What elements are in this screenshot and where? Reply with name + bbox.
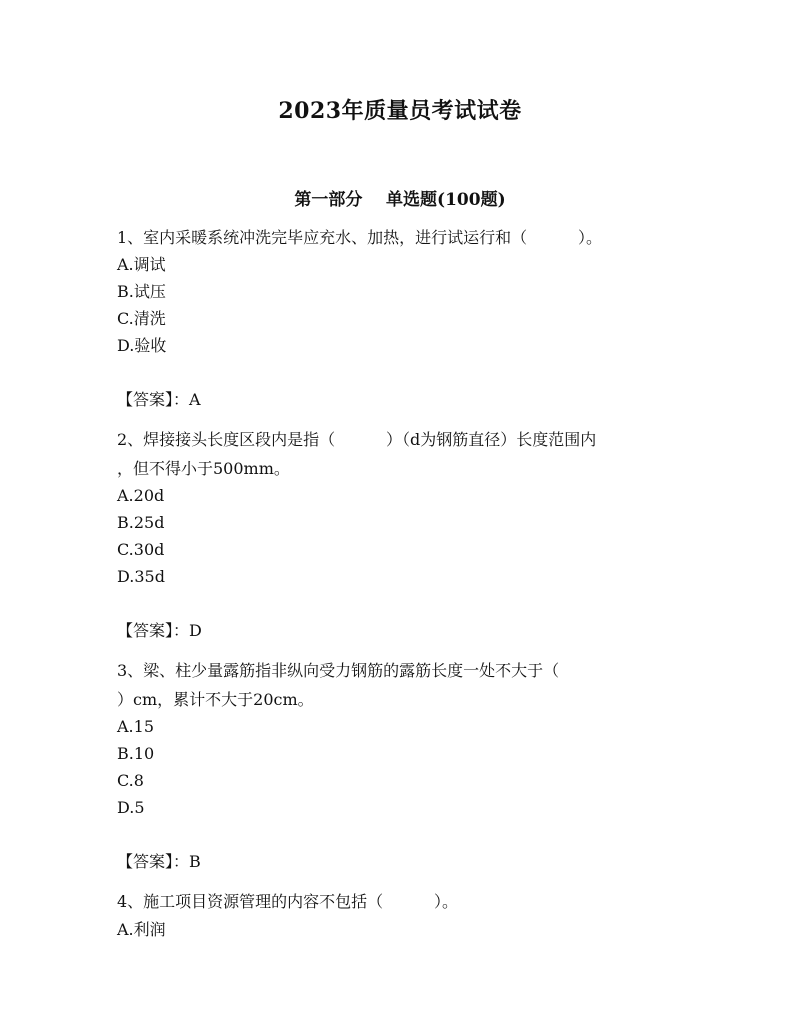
question-3-option-b: B.10 (117, 744, 155, 763)
question-4-option-a: A.利润 (117, 920, 166, 939)
question-3-answer (117, 852, 201, 872)
answer-value: D (189, 621, 202, 640)
question-2-stem-line-1: 2、焊接接头长度区段内是指（ ）（d为钢筋直径）长度范围内 (117, 430, 597, 449)
question-1-stem: 1、室内采暖系统冲洗完毕应充水、加热，进行试运行和（ ）。 (117, 228, 603, 247)
question-1-answer (117, 390, 201, 410)
question-4-stem: 4、施工项目资源管理的内容不包括（ ）。 (117, 892, 459, 911)
question-2-stem-line-2: ，但不得小于500mm。 (117, 459, 290, 478)
question-3-stem-line-2: ）cm，累计不大于20cm。 (117, 690, 314, 709)
question-1-option-a: A.调试 (117, 255, 166, 274)
question-3-stem-line-1: 3、梁、柱少量露筋指非纵向受力钢筋的露筋长度一处不大于（ (117, 661, 560, 680)
page-title: 2023年质量员考试试卷 (278, 98, 522, 124)
question-1-option-b: B.试压 (117, 282, 166, 301)
answer-label: 【答案】： (117, 621, 190, 640)
question-2-option-d: D.35d (117, 567, 165, 586)
question-3-option-d: D.5 (117, 798, 145, 817)
answer-label: 【答案】： (117, 852, 190, 871)
answer-value: A (189, 390, 201, 409)
question-2-option-a: A.20d (117, 486, 165, 505)
question-1-option-c: C.清洗 (117, 309, 166, 328)
section-heading: 第一部分 单选题(100题) (294, 190, 506, 210)
question-3-option-a: A.15 (117, 717, 154, 736)
answer-label: 【答案】： (117, 390, 190, 409)
question-2-answer (117, 621, 202, 641)
question-2-option-b: B.25d (117, 513, 165, 532)
question-1-option-d: D.验收 (117, 336, 167, 355)
question-3-option-c: C.8 (117, 771, 144, 790)
answer-value: B (189, 852, 201, 871)
question-2-option-c: C.30d (117, 540, 165, 559)
